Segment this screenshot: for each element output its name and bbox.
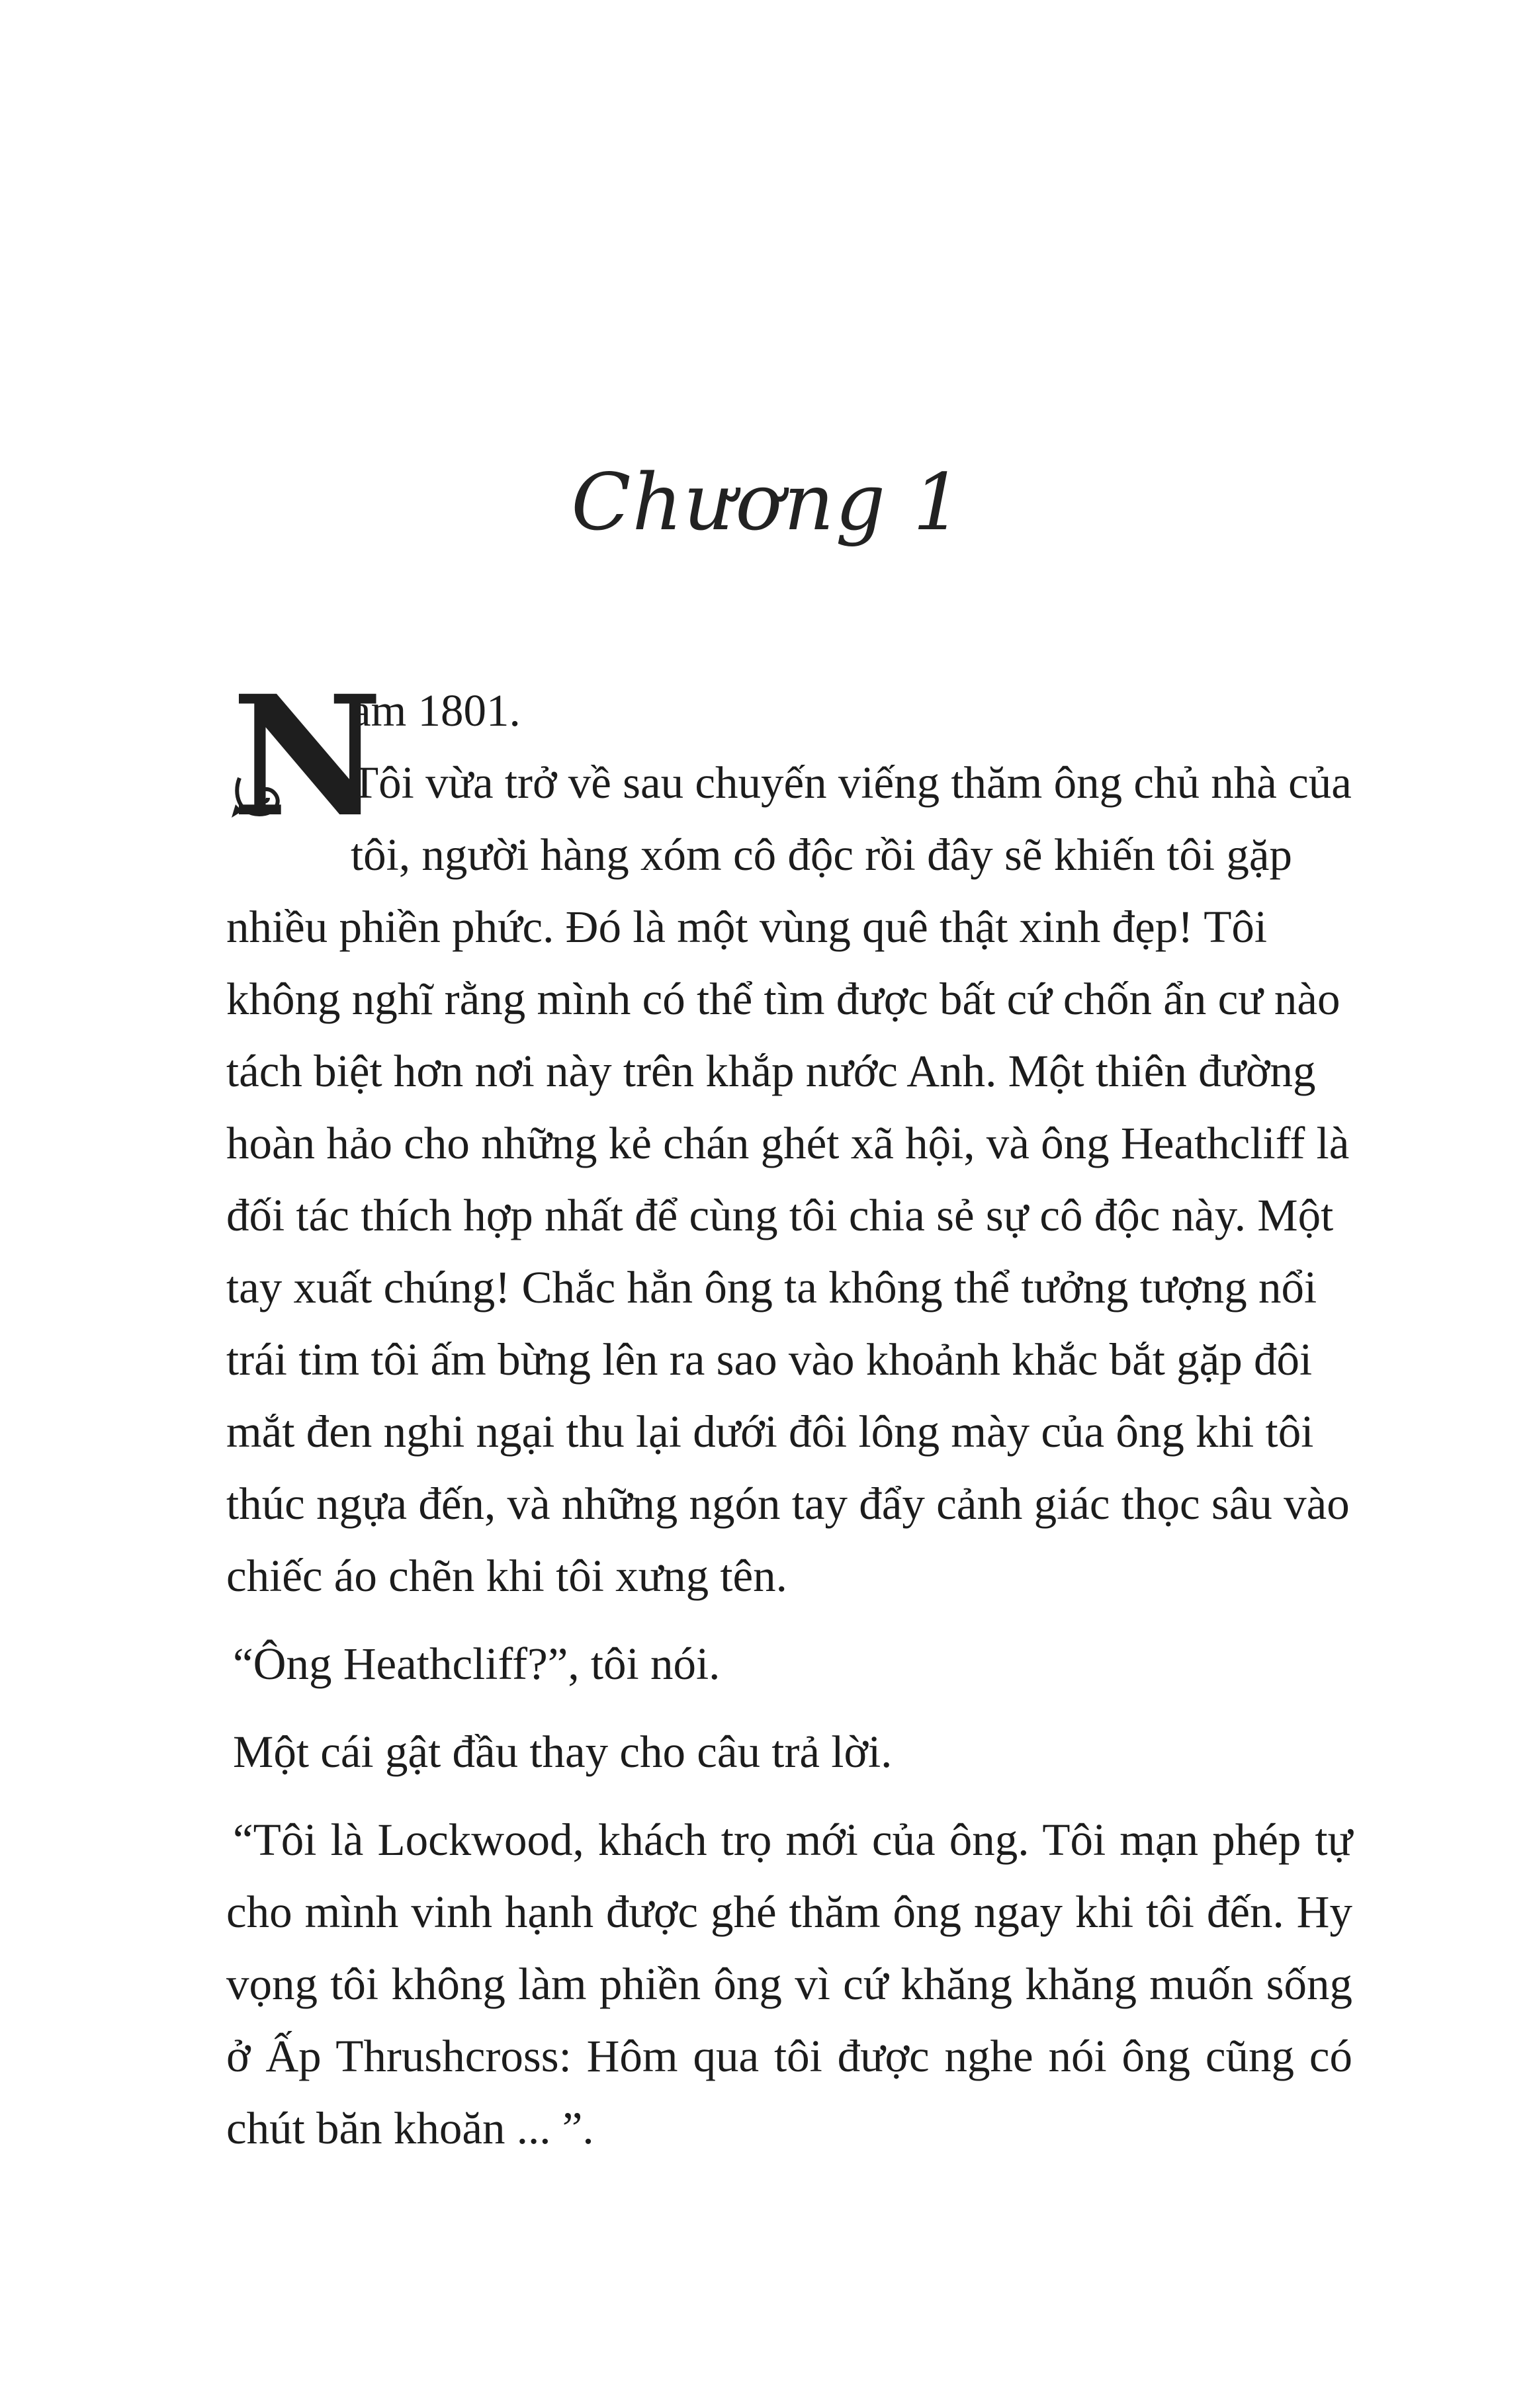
paragraph-text: “Tôi là Lockwood, khách trọ mới của ông. Tôi mạn phép tự cho mình vinh hạnh được ghé thăm ông ngay khi tôi đến. Hy vọng tôi không làm phiền ông vì cứ khăng khăng muốn sống ở Ấp Thrushcross: Hôm qua tôi được nghe nói ông cũng có chút băn khoăn ... ”. [226, 1815, 1352, 2153]
paragraph-greeting [226, 1628, 1352, 1700]
paragraph-lockwood [226, 1804, 1352, 2165]
opening-paragraph [226, 659, 1352, 1612]
opening-body: Tôi vừa trở về sau chuyến viếng thăm ông chủ nhà của tôi, người hàng xóm cô độc rồi đây sẽ khiến tôi gặp nhiều phiền phức. Đó là một vùng quê thật xinh đẹp! Tôi không nghĩ rằng mình có thể tìm được bất cứ chốn ẩn cư nào tách biệt hơn nơi này trên khắp nước Anh. Một thiên đường hoàn hảo cho những kẻ chán ghét xã hội, và ông Heathcliff là đối tác thích hợp nhất để cùng tôi chia sẻ sự cô độc này. Một tay xuất chúng! Chắc hẳn ông ta không thể tưởng tượng nổi trái tim tôi ấm bừng lên ra sao vào khoảnh khắc bắt gặp đôi mắt đen nghi ngại thu lại dưới đôi lông mày của ông khi tôi thúc ngựa đến, và những ngón tay đẩy cảnh giác thọc sâu vào chiếc áo chẽn khi tôi xưng tên. [226, 757, 1352, 1601]
chapter-title: Chương 1 [571, 456, 964, 548]
paragraph-text: “Ông Heathcliff?”, tôi nói. [233, 1639, 721, 1689]
dropcap-letter: N [232, 659, 383, 853]
text-block [226, 659, 1352, 2180]
opening-first-line: ăm 1801. [351, 685, 521, 736]
dropcap [226, 659, 383, 853]
paragraph-text: Một cái gật đầu thay cho câu trả lời. [233, 1727, 893, 1777]
paragraph-nod [226, 1716, 1352, 1788]
